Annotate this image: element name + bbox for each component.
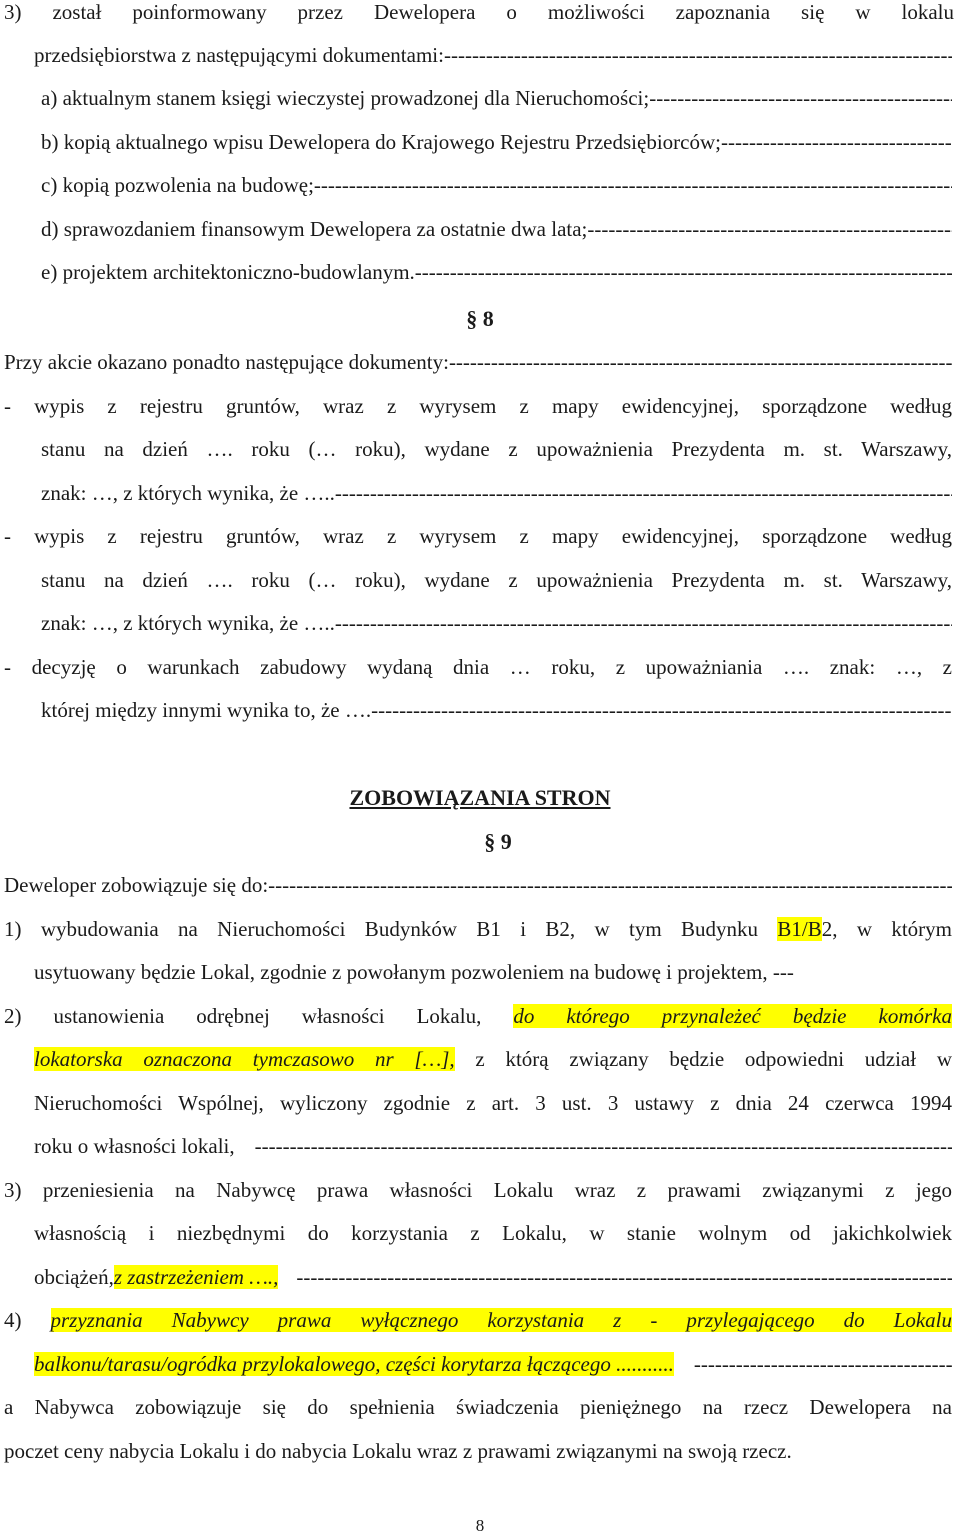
obligation-1-line2: usytuowany będzie Lokal, zgodnie z powołanym pozwoleniem na budowę i projektem, --- bbox=[34, 960, 794, 984]
obligation-2-line3: Nieruchomości Wspólnej, wyliczony zgodnie z art. 3 ust. 3 ustawy z dnia 24 czerwca 1994 bbox=[34, 1091, 952, 1115]
obligations-heading: ZOBOWIĄZANIA STRON bbox=[349, 786, 611, 810]
obligation-4-line1: 4) przyznania Nabywcy prawa wyłącznego korzystania z - przylegającego do Lokalu bbox=[4, 1308, 952, 1332]
developer-obligations-intro: Deweloper zobowiązuje się do: ----- bbox=[4, 873, 952, 897]
extract-2-line2: stanu na dzień …. roku (… roku), wydane z upoważnienia Prezydenta m. st. Warszawy, bbox=[41, 568, 952, 592]
obligation-1-line1: 1) wybudowania na Nieruchomości Budynków B1 i B2, w tym Budynku B1/B2, w którym bbox=[4, 917, 952, 941]
obligation-2-line1: 2) ustanowienia odrębnej własności Lokalu, do którego przynależeć będzie komórka bbox=[4, 1004, 952, 1028]
item-3-line1: 3) został poinformowany przez Dewelopera o możliwości zapoznania się w lokalu bbox=[4, 0, 954, 24]
obligation-4-line2: balkonu/tarasu/ogródka przylokalowego, części korytarza łączącego ........... ----- bbox=[34, 1352, 952, 1376]
documents-intro: Przy akcie okazano ponadto następujące dokumenty: ----- bbox=[4, 350, 952, 374]
extract-2-line1: - wypis z rejestru gruntów, wraz z wyrysem z mapy ewidencyjnej, sporządzone według bbox=[4, 524, 952, 548]
section-9-heading: § 9 bbox=[484, 830, 512, 854]
decision-line1: - decyzję o warunkach zabudowy wydaną dnia … roku, z upoważniania …. znak: …, z bbox=[4, 655, 952, 679]
doc-item-d: d) sprawozdaniem finansowym Dewelopera za ostatnie dwa lata; ----- bbox=[41, 217, 952, 241]
doc-item-c: c) kopią pozwolenia na budowę; ----- bbox=[41, 173, 952, 197]
buyer-obligation-line1: a Nabywca zobowiązuje się do spełnienia świadczenia pieniężnego na rzecz Dewelopera na bbox=[4, 1395, 952, 1419]
obligation-3-line2: własnością i niezbędnymi do korzystania z Lokalu, w stanie wolnym od jakichkolwiek bbox=[34, 1221, 952, 1245]
doc-item-e: e) projektem architektoniczno-budowlanym. ----- bbox=[41, 260, 952, 284]
extract-2-line3: znak: …, z których wynika, że ….. ----- bbox=[41, 611, 952, 635]
extract-1-line3: znak: …, z których wynika, że ….. ----- bbox=[41, 481, 952, 505]
doc-item-a: a) aktualnym stanem księgi wieczystej prowadzonej dla Nieruchomości; ----- bbox=[41, 86, 952, 110]
section-8-heading: § 8 bbox=[466, 307, 494, 331]
obligation-3-line1: 3) przeniesienia na Nabywcę prawa własności Lokalu wraz z prawami związanymi z jego bbox=[4, 1178, 952, 1202]
extract-1-line2: stanu na dzień …. roku (… roku), wydane z upoważnienia Prezydenta m. st. Warszawy, bbox=[41, 437, 952, 461]
obligation-2-line2: lokatorska oznaczona tymczasowo nr […], z którą związany będzie odpowiedni udział w bbox=[34, 1047, 952, 1071]
item-3-line2: przedsiębiorstwa z następującymi dokumentami: ----- bbox=[34, 43, 952, 67]
obligation-3-line3: obciążeń, z zastrzeżeniem …., ----- bbox=[34, 1265, 952, 1289]
extract-1-line1: - wypis z rejestru gruntów, wraz z wyrysem z mapy ewidencyjnej, sporządzone według bbox=[4, 394, 952, 418]
page-number: 8 bbox=[475, 1516, 485, 1535]
doc-item-b: b) kopią aktualnego wpisu Dewelopera do Krajowego Rejestru Przedsiębiorców; ----- bbox=[41, 130, 952, 154]
decision-line2: której między innymi wynika to, że …. ----- bbox=[41, 698, 952, 722]
buyer-obligation-line2: poczet ceny nabycia Lokalu i do nabycia Lokalu wraz z prawami związanymi na swoją rzecz. bbox=[4, 1439, 792, 1463]
obligation-2-line4: roku o własności lokali, ----- bbox=[34, 1134, 952, 1158]
